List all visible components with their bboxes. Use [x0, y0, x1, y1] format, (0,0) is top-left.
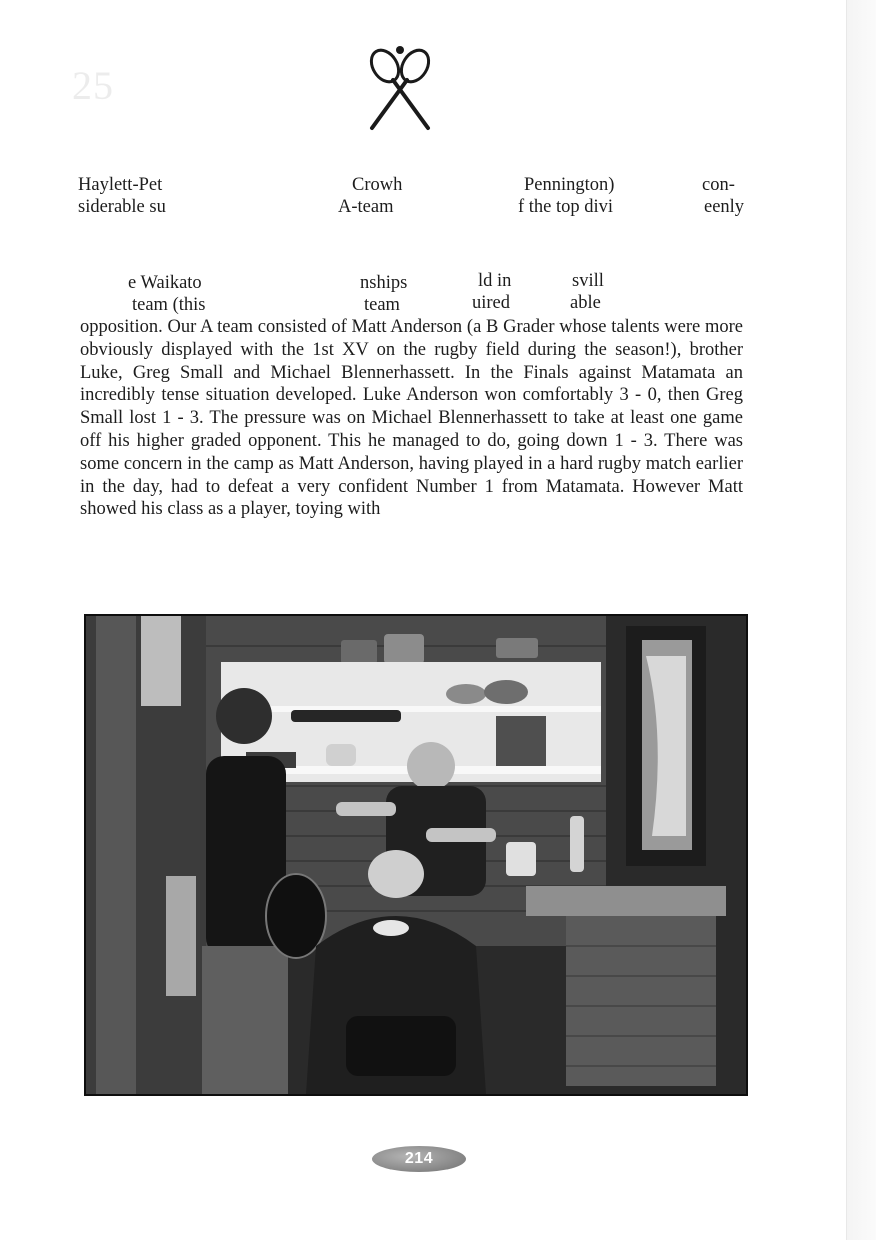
body-paragraph	[80, 316, 743, 521]
text-fragment: A-team	[338, 197, 394, 217]
text-fragment: ld in	[478, 271, 512, 291]
text-fragment: siderable su	[78, 197, 166, 217]
page-edge-shadow	[846, 0, 876, 1240]
page-number-badge	[372, 1146, 466, 1172]
text-fragment: nships	[360, 273, 408, 293]
photo-illustration	[86, 616, 746, 1094]
text-fragment: con-	[702, 175, 735, 195]
text-fragment: eenly	[704, 197, 745, 217]
text-fragment: Haylett-Pet	[78, 175, 163, 195]
text-fragment: e Waikato	[128, 273, 202, 293]
text-fragment: f the top divi	[518, 197, 614, 217]
body-text: opposition. Our A team consisted of Matt Anderson (a B Grader whose talents were more obviously displayed with the 1st XV on the rugby field during the season!), brother Luke, Greg Small and Michael Blennerhassett. In the Finals against Matamata an incredibly tense situation developed. Luke Anderson won comfortably 3 - 0, then Greg Small lost 1 - 3. The pressure was on Michael Blennerhassett to take at least one game off his higher graded opponent. This he managed to do, going down 1 - 3. There was some concern in the camp as Matt Anderson, having played in a hard rugby match earlier in the day, had to defeat a very confident Number 1 from Matamata. However Matt showed his class as a player, toying with	[80, 317, 743, 520]
text-fragment: uired	[472, 293, 511, 313]
text-fragment: team	[364, 295, 400, 315]
text-fragment: Pennington)	[524, 175, 615, 195]
text-fragment: svill	[572, 271, 604, 291]
crossed-rackets-icon	[362, 40, 438, 134]
text-fragment: able	[570, 293, 601, 313]
text-fragment: Crowh	[352, 175, 403, 195]
page-number: 214	[404, 1150, 434, 1167]
faded-header-number: 25	[72, 63, 114, 108]
photo-haircut-in-kitchen	[84, 614, 748, 1096]
text-fragment: team (this	[132, 295, 206, 315]
